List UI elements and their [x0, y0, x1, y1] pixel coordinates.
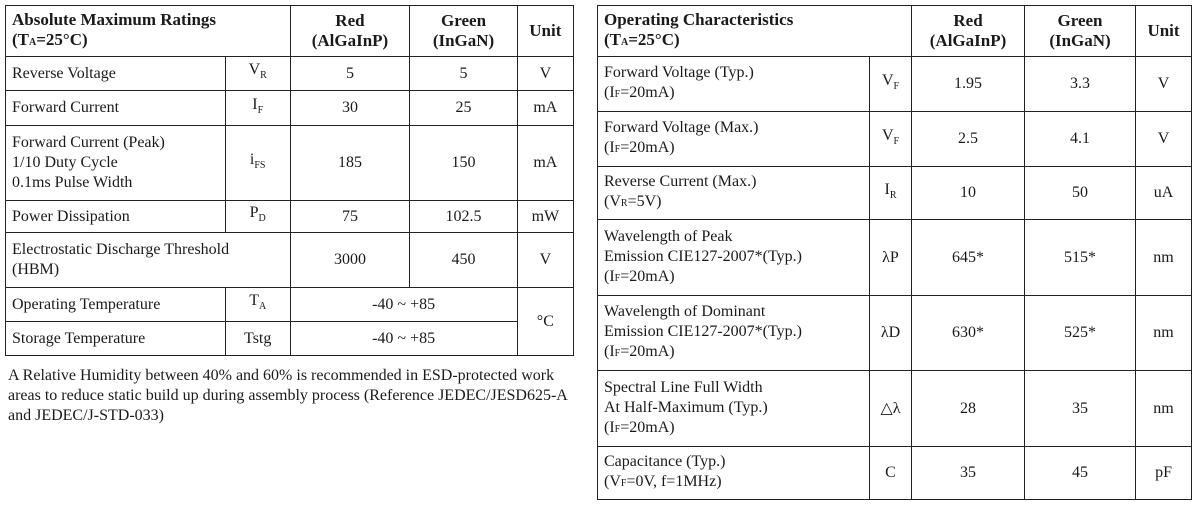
green-value: 3.3 — [1025, 57, 1136, 112]
amr-col-unit: Unit — [517, 6, 573, 57]
param-label: Forward Voltage (Typ.) (IF=20mA) — [598, 57, 870, 112]
unit: nm — [1136, 371, 1192, 447]
temperature-range: -40 ~ +85 — [290, 288, 517, 322]
red-value: 28 — [912, 371, 1025, 447]
red-value: 1.95 — [912, 57, 1025, 112]
green-value: 5 — [410, 57, 517, 91]
unit: V — [517, 57, 573, 91]
amr-title-cell — [6, 6, 291, 57]
oc-condition: (TA=25°C) — [604, 29, 680, 49]
param-label: Forward Current (Peak) 1/10 Duty Cycle 0.1ms Pulse Width — [6, 126, 226, 201]
oc-col-green: Green (InGaN) — [1025, 6, 1136, 57]
unit: uA — [1136, 167, 1192, 220]
table-row — [6, 57, 574, 91]
oc-title-cell — [598, 6, 912, 57]
amr-title: Absolute Maximum Ratings — [12, 9, 217, 29]
symbol: Tstg — [225, 322, 290, 356]
green-value: 102.5 — [410, 201, 517, 233]
param-label: Storage Temperature — [6, 322, 226, 356]
table-row — [598, 57, 1192, 112]
green-value: 150 — [410, 126, 517, 201]
red-value: 75 — [290, 201, 410, 233]
amr-col-red: Red (AlGaInP) — [290, 6, 410, 57]
green-value: 45 — [1025, 447, 1136, 500]
param-label: Electrostatic Discharge Threshold (HBM) — [6, 233, 291, 288]
amr-col-green: Green (InGaN) — [410, 6, 517, 57]
table-row — [6, 288, 574, 322]
red-value: 630* — [912, 296, 1025, 371]
unit: nm — [1136, 220, 1192, 296]
unit: mA — [517, 126, 573, 201]
table-row — [6, 126, 574, 201]
table-row — [6, 201, 574, 233]
param-label: Wavelength of Peak Emission CIE127-2007*(Typ.) (IF=20mA) — [598, 220, 870, 296]
oc-col-unit: Unit — [1136, 6, 1192, 57]
unit: V — [517, 233, 573, 288]
param-label: Reverse Current (Max.) (VR=5V) — [598, 167, 870, 220]
param-label: Reverse Voltage — [6, 57, 226, 91]
green-value: 525* — [1025, 296, 1136, 371]
esd-note: A Relative Humidity between 40% and 60% is recommended in ESD-protected work areas to reduce static build up during assembly process (Reference JEDEC/JESD625-A and JEDEC/J-STD-033) — [8, 367, 567, 424]
symbol: $T_A$ — [225, 288, 290, 322]
red-value: 30 — [290, 91, 410, 126]
unit: mA — [517, 91, 573, 126]
unit: mW — [517, 201, 573, 233]
unit: °C — [517, 288, 573, 356]
table-row — [598, 220, 1192, 296]
symbol: λP — [870, 220, 912, 296]
green-value: 4.1 — [1025, 112, 1136, 167]
unit: V — [1136, 112, 1192, 167]
red-value: 5 — [290, 57, 410, 91]
param-label: Forward Current — [6, 91, 226, 126]
absolute-maximum-ratings-table — [5, 5, 574, 356]
temperature-range: -40 ~ +85 — [290, 322, 517, 356]
symbol: $i_{FS}$ — [225, 126, 290, 201]
red-value: 2.5 — [912, 112, 1025, 167]
table-row — [6, 91, 574, 126]
symbol: $V_F$ — [870, 57, 912, 112]
unit: nm — [1136, 296, 1192, 371]
param-label: Spectral Line Full Width At Half-Maximum (Typ.) (IF=20mA) — [598, 371, 870, 447]
red-value: 185 — [290, 126, 410, 201]
symbol: λD — [870, 296, 912, 371]
green-value: 50 — [1025, 167, 1136, 220]
table-row — [6, 233, 574, 288]
unit: V — [1136, 57, 1192, 112]
oc-col-red: Red (AlGaInP) — [912, 6, 1025, 57]
oc-title: Operating Characteristics — [604, 9, 794, 29]
symbol: $V_F$ — [870, 112, 912, 167]
symbol: $I_R$ — [870, 167, 912, 220]
param-label: Capacitance (Typ.) (VF=0V, f=1MHz) — [598, 447, 870, 500]
red-value: 10 — [912, 167, 1025, 220]
symbol: $V_R$ — [225, 57, 290, 91]
operating-characteristics-table — [597, 5, 1192, 500]
table-row — [6, 322, 574, 356]
green-value: 25 — [410, 91, 517, 126]
table-row — [598, 371, 1192, 447]
symbol: C — [870, 447, 912, 500]
unit: pF — [1136, 447, 1192, 500]
table-row — [598, 167, 1192, 220]
green-value: 515* — [1025, 220, 1136, 296]
amr-condition: (TA=25°C) — [12, 29, 88, 49]
param-label: Wavelength of Dominant Emission CIE127-2007*(Typ.) (IF=20mA) — [598, 296, 870, 371]
table-row — [598, 447, 1192, 500]
red-value: 35 — [912, 447, 1025, 500]
green-value: 35 — [1025, 371, 1136, 447]
symbol: △λ — [870, 371, 912, 447]
red-value: 3000 — [290, 233, 410, 288]
symbol: $I_F$ — [225, 91, 290, 126]
param-label: Forward Voltage (Max.) (IF=20mA) — [598, 112, 870, 167]
table-row — [598, 112, 1192, 167]
param-label: Power Dissipation — [6, 201, 226, 233]
red-value: 645* — [912, 220, 1025, 296]
table-row — [598, 296, 1192, 371]
symbol: $P_D$ — [225, 201, 290, 233]
param-label: Operating Temperature — [6, 288, 226, 322]
green-value: 450 — [410, 233, 517, 288]
